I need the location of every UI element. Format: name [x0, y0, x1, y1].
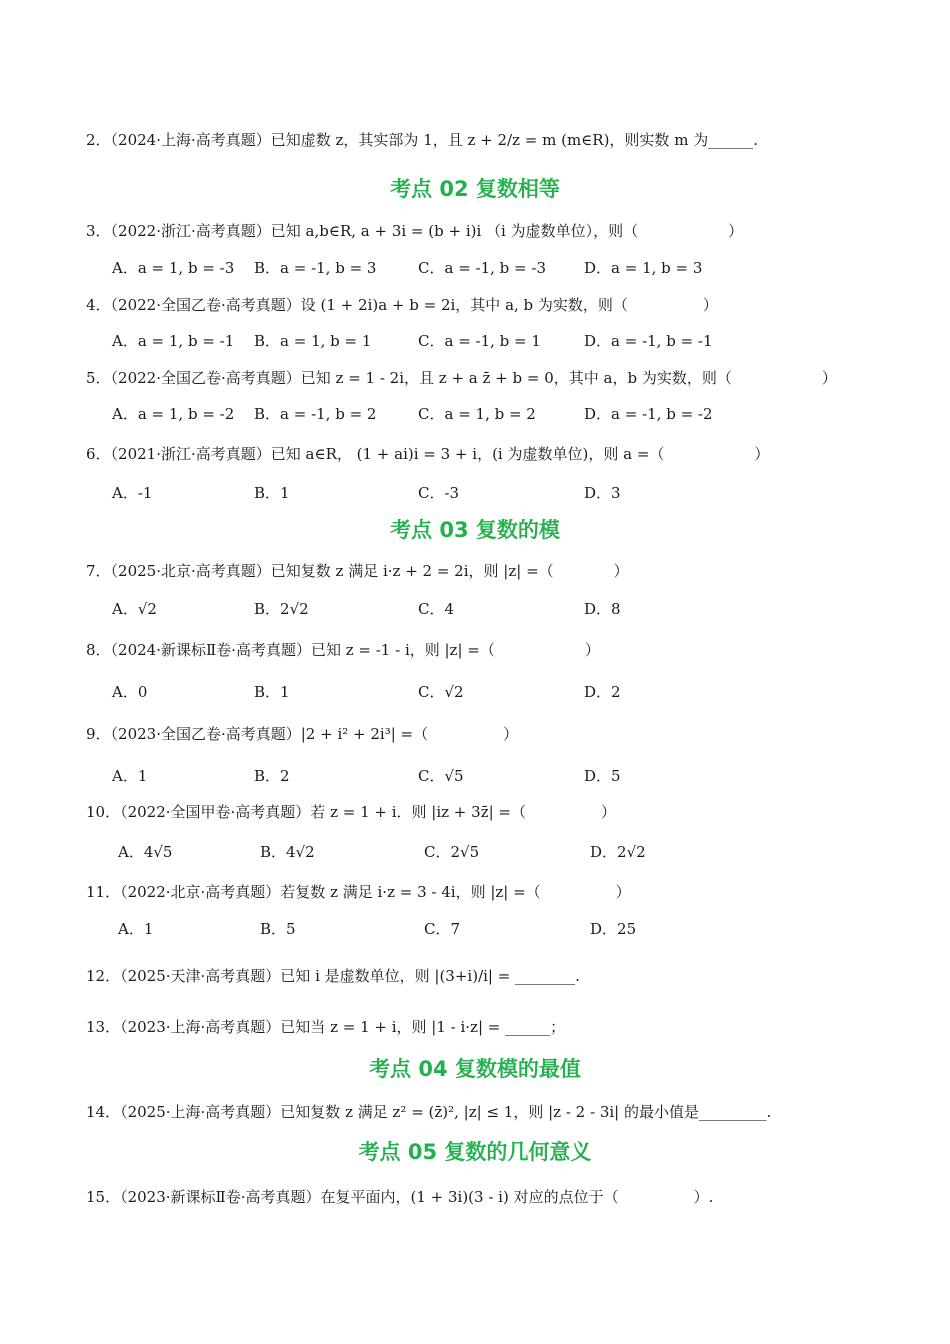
option-d: D．25: [590, 920, 637, 938]
option-d: D．3: [584, 484, 621, 502]
question-14: 14．（2025·上海·高考真题）已知复数 z 满足 z² = (z̄)², |z| ≤ 1，则 |z - 2 - 3i| 的最小值是_________.: [86, 1103, 772, 1121]
option-b: B．2√2: [254, 600, 309, 618]
question-10: 10．（2022·全国甲卷·高考真题）若 z = 1 + i．则 |iz + 3z̄| =（ ）: [86, 803, 616, 821]
question-7: 7．（2025·北京·高考真题）已知复数 z 满足 i·z + 2 = 2i，则 |z| =（ ）: [86, 562, 629, 580]
question-13: 13．（2023·上海·高考真题）已知当 z = 1 + i，则 |1 - i·z| = ______；: [86, 1018, 566, 1036]
question-12: 12．（2025·天津·高考真题）已知 i 是虚数单位，则 |(3+i)/i| = ________.: [86, 967, 580, 985]
question-6: 6．（2021·浙江·高考真题）已知 a∈R， (1 + ai)i = 3 + i，(i 为虚数单位)，则 a =（ ）: [86, 445, 770, 463]
option-c: C．7: [424, 920, 461, 938]
option-a: A．1: [118, 920, 154, 938]
option-d: D．8: [584, 600, 621, 618]
option-d: D．2: [584, 683, 621, 701]
option-d: D．a = 1, b = 3: [584, 259, 703, 277]
option-a: A．a = 1, b = -2: [112, 405, 235, 423]
section-heading-04: 考点 04 复数模的最值: [369, 1057, 581, 1081]
option-d: D．a = -1, b = -2: [584, 405, 713, 423]
question-2: 2．（2024·上海·高考真题）已知虚数 z，其实部为 1，且 z + 2/z = m (m∈R)，则实数 m 为______.: [86, 131, 758, 149]
option-c: C．2√5: [424, 843, 480, 861]
option-a: A．a = 1, b = -1: [112, 332, 235, 350]
option-c: C．√2: [418, 683, 464, 701]
question-3: 3．（2022·浙江·高考真题）已知 a,b∈R, a + 3i = (b + i)i （i 为虚数单位），则（ ）: [86, 222, 744, 240]
question-15: 15．（2023·新课标Ⅱ卷·高考真题）在复平面内，(1 + 3i)(3 - i) 对应的点位于（ ）.: [86, 1188, 714, 1206]
option-b: B．1: [254, 484, 290, 502]
option-b: B．a = -1, b = 3: [254, 259, 377, 277]
option-a: A．4√5: [118, 843, 173, 861]
option-b: B．4√2: [260, 843, 315, 861]
option-b: B．a = -1, b = 2: [254, 405, 377, 423]
option-a: A．√2: [112, 600, 157, 618]
question-5: 5．（2022·全国乙卷·高考真题）已知 z = 1 - 2i，且 z + a z̄ + b = 0，其中 a，b 为实数，则（ ）: [86, 369, 837, 387]
option-d: D．a = -1, b = -1: [584, 332, 713, 350]
option-d: D．2√2: [590, 843, 646, 861]
option-c: C．a = 1, b = 2: [418, 405, 536, 423]
option-a: A．0: [112, 683, 148, 701]
option-b: B．2: [254, 767, 290, 785]
option-c: C．-3: [418, 484, 460, 502]
option-a: A．-1: [112, 484, 153, 502]
option-c: C．4: [418, 600, 455, 618]
question-11: 11．（2022·北京·高考真题）若复数 z 满足 i·z = 3 - 4i，则 |z| =（ ）: [86, 883, 631, 901]
option-b: B．a = 1, b = 1: [254, 332, 372, 350]
option-a: A．1: [112, 767, 148, 785]
section-heading-02: 考点 02 复数相等: [390, 177, 560, 201]
option-c: C．√5: [418, 767, 464, 785]
question-4: 4．（2022·全国乙卷·高考真题）设 (1 + 2i)a + b = 2i，其中 a, b 为实数，则（ ）: [86, 296, 718, 314]
option-b: B．1: [254, 683, 290, 701]
option-d: D．5: [584, 767, 621, 785]
option-c: C．a = -1, b = 1: [418, 332, 541, 350]
option-a: A．a = 1, b = -3: [112, 259, 235, 277]
question-8: 8．（2024·新课标Ⅱ卷·高考真题）已知 z = -1 - i，则 |z| =（ ）: [86, 641, 600, 659]
option-c: C．a = -1, b = -3: [418, 259, 546, 277]
option-b: B．5: [260, 920, 296, 938]
section-heading-03: 考点 03 复数的模: [390, 518, 560, 542]
question-9: 9．（2023·全国乙卷·高考真题）|2 + i² + 2i³| =（ ）: [86, 725, 519, 743]
section-heading-05: 考点 05 复数的几何意义: [358, 1140, 592, 1164]
